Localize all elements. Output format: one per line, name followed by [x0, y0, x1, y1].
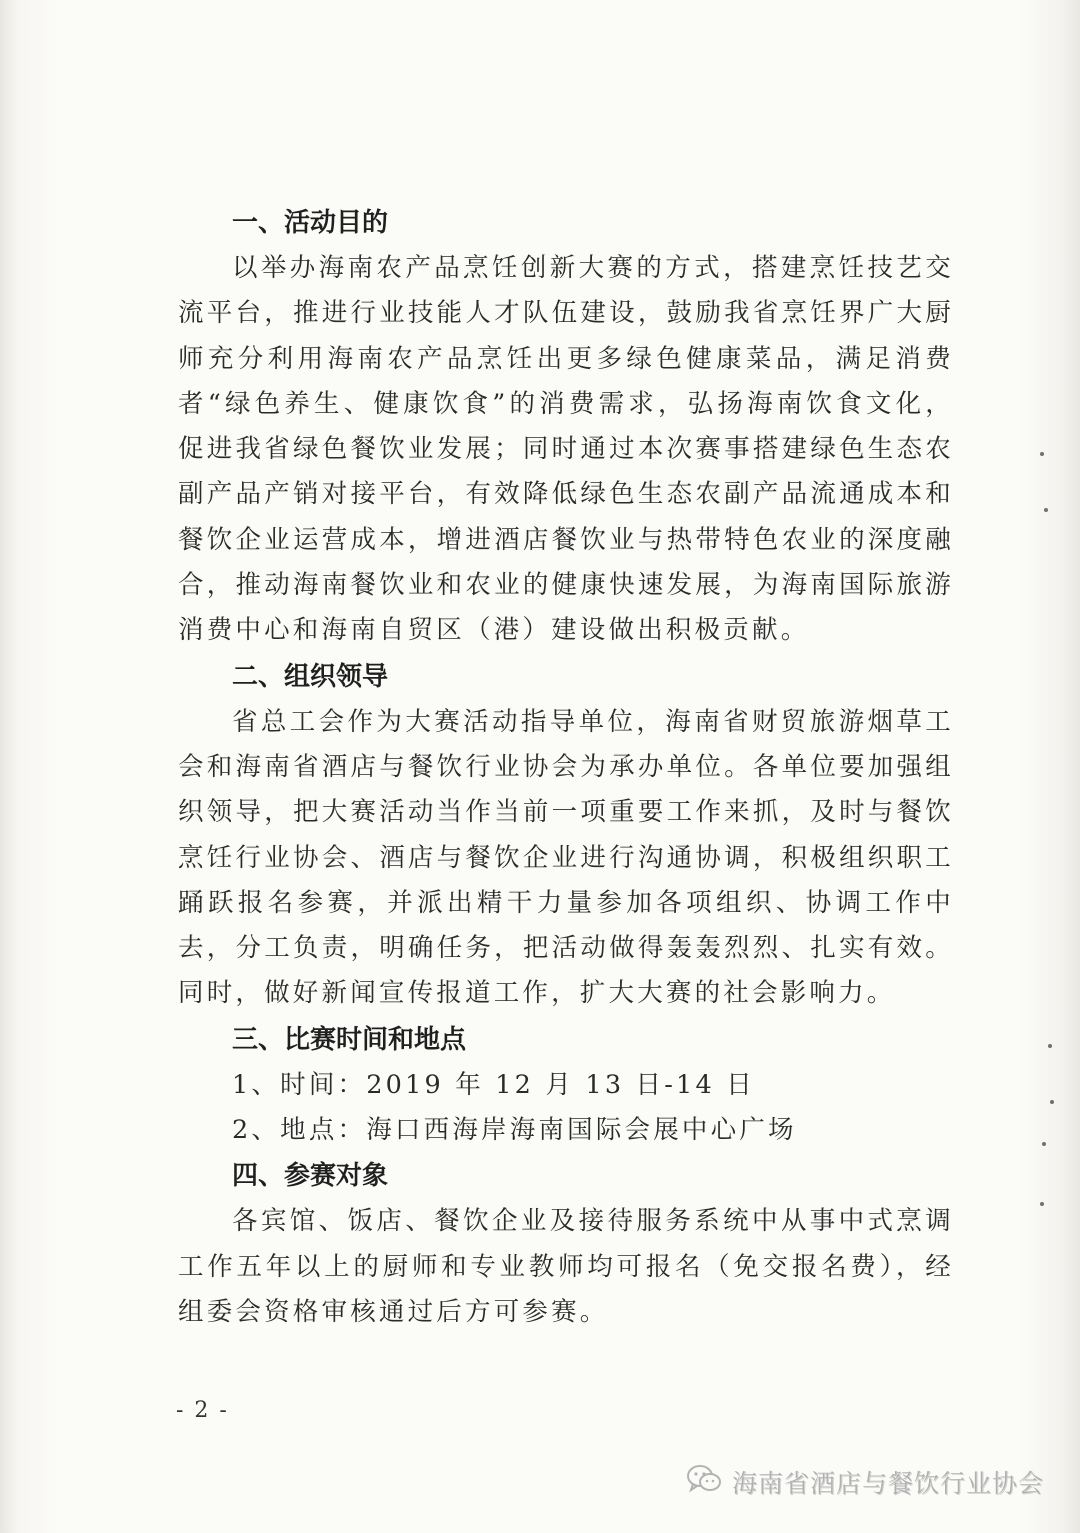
scan-speck — [1050, 1100, 1054, 1104]
section-heading-purpose: 一、活动目的 — [232, 208, 389, 238]
time-item: 1、时间：2019 年 12 月 13 日-14 日 — [232, 1069, 755, 1100]
place-item: 2、地点：海口西海岸海南国际会展中心广场 — [232, 1115, 797, 1146]
section-paragraph-organization: 省总工会作为大赛活动指导单位，海南省财贸旅游烟草工会和海南省酒店与餐饮行业协会为承办单位。各单位要加强组织领导，把大赛活动当作当前一项重要工作来抓，及时与餐饮烹饪行业协会、酒店与餐饮企业进行沟通协调，积极组织职工踊跃报名参赛，并派出精干力量参加各项组织、协调工作中去，分工负责，明确任务，把活动做得轰轰烈烈、扎实有效。同时，做好新闻宣传报道工作，扩大大赛的社会影响力。 — [178, 706, 954, 1009]
wechat-icon — [686, 1464, 722, 1500]
scan-speck — [1040, 1202, 1044, 1206]
scan-speck — [1044, 508, 1048, 512]
scan-speck — [1040, 452, 1044, 456]
section-paragraph-participants: 各宾馆、饭店、餐饮企业及接待服务系统中从事中式烹调工作五年以上的厨师和专业教师均可报名（免交报名费），经组委会资格审核通过后方可参赛。 — [178, 1206, 954, 1327]
watermark-text: 海南省酒店与餐饮行业协会 — [731, 1469, 1044, 1498]
document-body — [178, 200, 954, 1335]
scan-speck — [1048, 1044, 1052, 1048]
section-paragraph-purpose: 以举办海南农产品烹饪创新大赛的方式，搭建烹饪技艺交流平台，推进行业技能人才队伍建设，鼓励我省烹饪界广大厨师充分利用海南农产品烹饪出更多绿色健康菜品，满足消费者“绿色养生、健康饮食”的消费需求，弘扬海南饮食文化，促进我省绿色餐饮业发展；同时通过本次赛事搭建绿色生态农副产品产销对接平台，有效降低绿色生态农副产品流通成本和餐饮企业运营成本，增进酒店餐饮业与热带特色农业的深度融合，推动海南餐饮业和农业的健康快速发展，为海南国际旅游消费中心和海南自贸区（港）建设做出积极贡献。 — [178, 253, 954, 646]
section-heading-participants: 四、参赛对象 — [232, 1161, 389, 1192]
scan-speck — [1042, 1142, 1046, 1146]
section-heading-organization: 二、组织领导 — [232, 661, 389, 692]
wechat-watermark — [686, 1464, 1044, 1500]
section-heading-time-place: 三、比赛时间和地点 — [232, 1024, 467, 1055]
page-number: - 2 - — [176, 1398, 229, 1423]
